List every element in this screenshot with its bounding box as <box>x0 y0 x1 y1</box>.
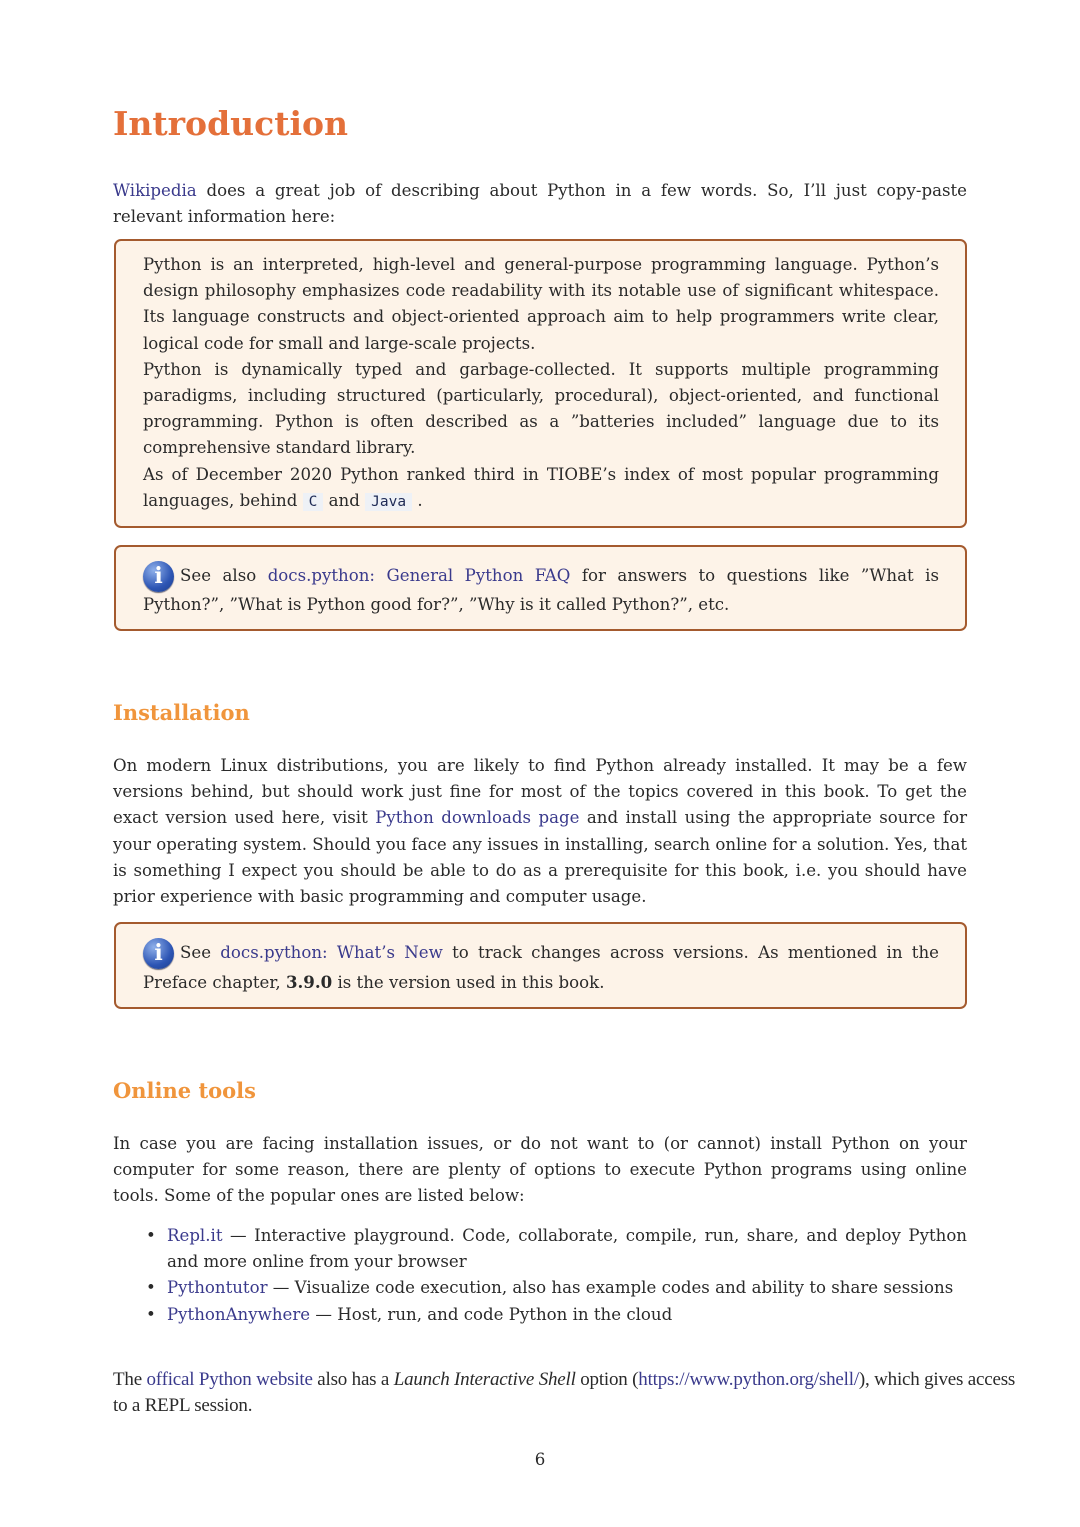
note-text: See <box>180 943 221 962</box>
quote-and: and <box>323 490 366 510</box>
version-number: 3.9.0 <box>285 972 333 992</box>
info-note-faq <box>114 545 967 631</box>
quote-box <box>114 239 967 528</box>
python-downloads-link[interactable]: Python downloads page <box>375 808 580 828</box>
python-faq-link[interactable]: docs.python: General Python FAQ <box>267 566 571 585</box>
quote-end: . <box>412 490 423 510</box>
final-text: The <box>113 1369 147 1390</box>
info-icon: i <box>143 938 174 969</box>
quote-p1: Python is an interpreted, high-level and general-purpose programming language. Python’s design philosophy emphasizes code readability with its notable use of significant whitespace. Its language constructs and object-oriented approach aim to help programmers write clear, logical code for small and large-scale projects. <box>143 255 939 353</box>
code-c: C <box>303 493 324 511</box>
intro-paragraph <box>113 178 967 230</box>
note-text: See also <box>180 566 268 585</box>
final-text-mid: also has a <box>312 1369 394 1390</box>
online-paragraph: In case you are facing installation issues, or do not want to (or cannot) install Python on your computer for some reason, there are plenty of options to execute Python programs using online tools. Some of the popular ones are listed below: <box>113 1134 967 1206</box>
page-number: 6 <box>534 1450 546 1469</box>
installation-text-end: and install using the appropriate source for your operating system. Should you face any issues in installing, search online for a solution. Yes, that is something I expect you should be able to do as a prerequisite for this book, i.e. you should have prior experience with basic programming and computer usage. <box>113 808 967 907</box>
intro-text: does a great job of describing about Python in a few words. So, I’ll just copy-paste relevant information here: <box>113 181 967 227</box>
pythontutor-link[interactable]: Pythontutor <box>167 1278 268 1298</box>
final-text-end: ), which gives access to a REPL session. <box>113 1369 1016 1417</box>
list-item <box>113 1302 967 1328</box>
installation-text: On modern Linux distributions, you are likely to find Python already installed. It may be a few versions behind, but should work just fine for most of the topics covered in this book. To get the exact version used here, visit <box>113 756 967 828</box>
section-title-introduction: Introduction <box>113 104 349 143</box>
list-item <box>113 1275 967 1301</box>
quote-p2: Python is dynamically typed and garbage-collected. It supports multiple programming paradigms, including structured (particularly, procedural), object-oriented, and functional programming. Python is often described as a ”batteries included” language due to its comprehensive standard library. <box>143 359 939 458</box>
section-title-online-tools: Online tools <box>113 1078 256 1103</box>
installation-paragraph <box>113 753 967 910</box>
code-java: Java <box>365 493 412 511</box>
list-item-text: — Host, run, and code Python in the cloud <box>310 1304 673 1324</box>
pythonanywhere-link[interactable]: PythonAnywhere <box>167 1304 311 1324</box>
whats-new-link[interactable]: docs.python: What’s New <box>220 943 443 962</box>
list-item-text: — Interactive playground. Code, collaborate, compile, run, share, and deploy Python and more online from your browser <box>167 1226 967 1272</box>
info-note-whatsnew <box>114 922 967 1009</box>
note-text-mid: to track changes across versions. As mentioned in the Preface chapter, <box>143 943 939 992</box>
note-text-end: is the version used in this book. <box>332 973 605 992</box>
info-icon: i <box>143 561 174 592</box>
section-title-installation: Installation <box>113 700 250 725</box>
quote-p3 <box>143 462 939 515</box>
final-paragraph <box>113 1367 1023 1419</box>
python-shell-url-link[interactable]: https://www.python.org/shell/ <box>638 1369 859 1390</box>
final-text-mid2: option ( <box>575 1369 639 1390</box>
wikipedia-link[interactable]: Wikipedia <box>113 181 197 200</box>
launch-shell-emphasis: Launch Interactive Shell <box>393 1369 576 1390</box>
list-item-text: — Visualize code execution, also has example codes and ability to share sessions <box>267 1278 954 1298</box>
quote-p3-text: As of December 2020 Python ranked third in TIOBE’s index of most popular programming languages, behind <box>143 464 939 510</box>
replit-link[interactable]: Repl.it <box>167 1226 223 1245</box>
note-text-end: for answers to questions like ”What is Python?”, ”What is Python good for?”, ”Why is it called Python?”, etc. <box>143 566 939 614</box>
online-tools-list <box>113 1223 967 1328</box>
python-website-link[interactable]: offical Python website <box>146 1369 313 1390</box>
list-item <box>113 1223 967 1275</box>
